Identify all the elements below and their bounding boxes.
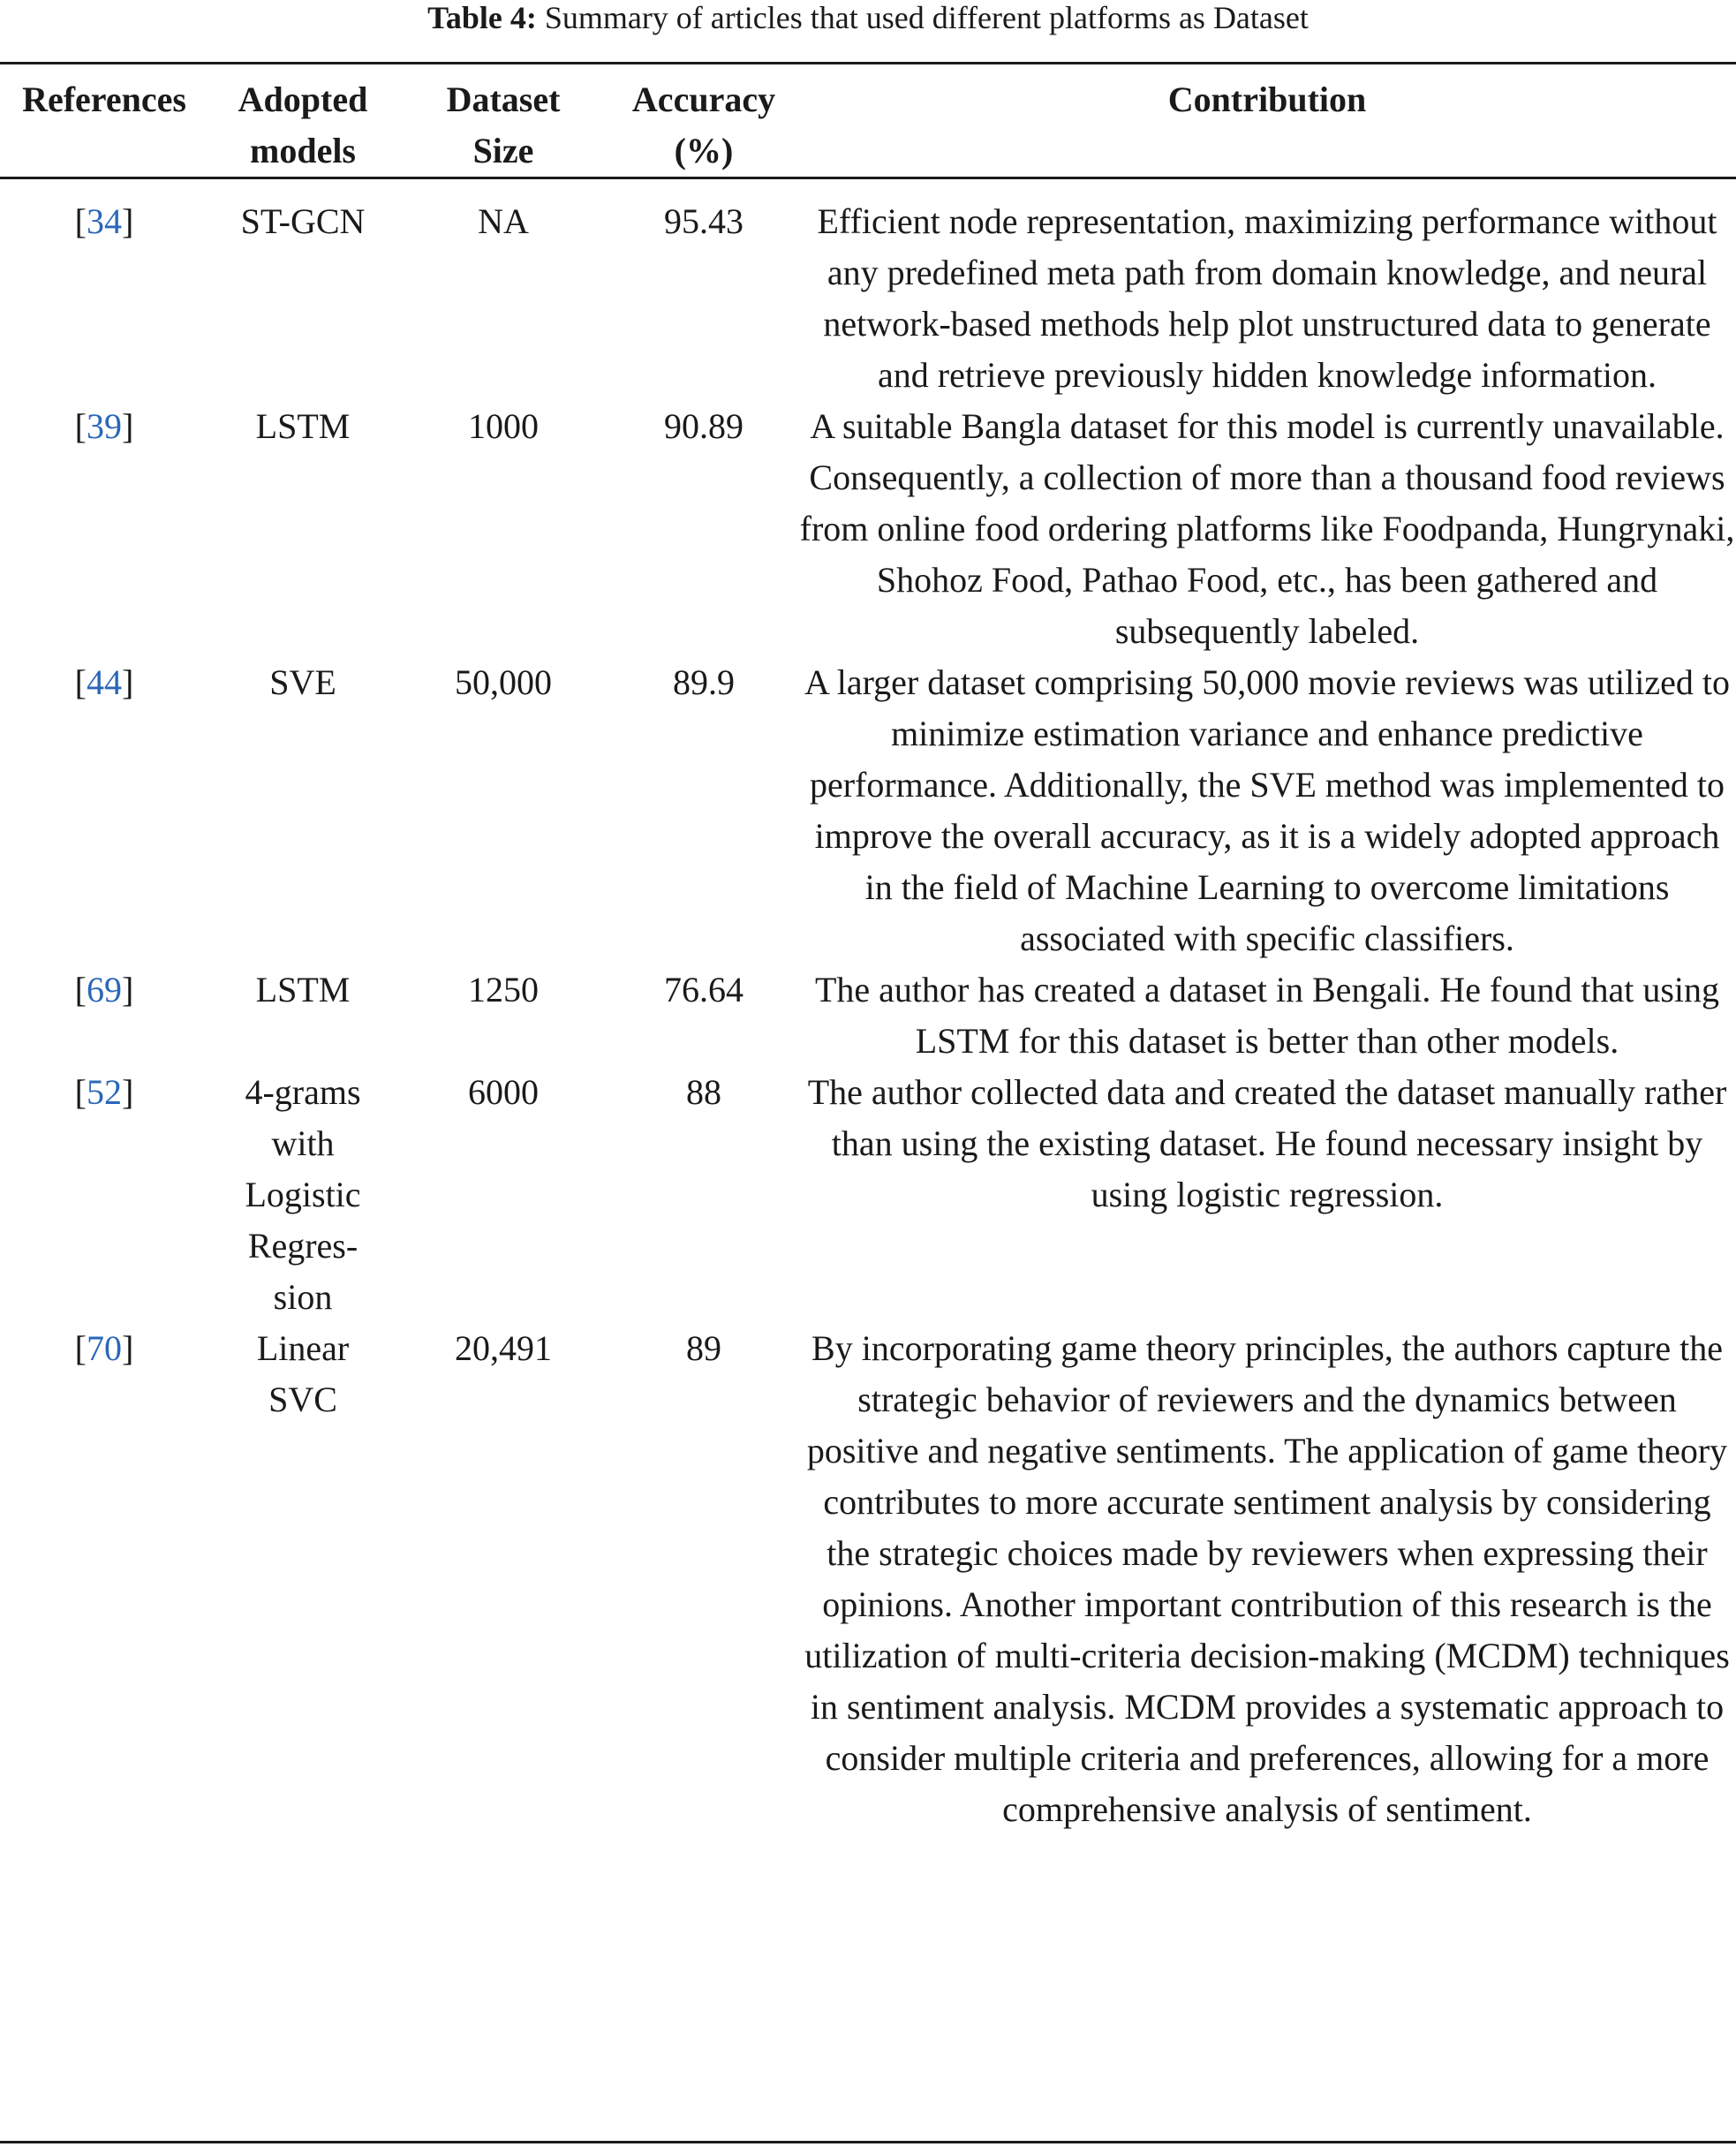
size-cell: 1250 [468, 970, 539, 1009]
accuracy-cell: 89.9 [673, 662, 735, 702]
accuracy-cell: 88 [686, 1072, 721, 1112]
contribution-cell: A suitable Bangla dataset for this model is currently unavailable. Consequently, a collection of more than a thousand food reviews from online food ordering platforms like Foodpanda, Hungrynaki, Shohoz Food, Pathao Food, etc., has been gathered and subsequently labeled. [799, 406, 1735, 651]
model-cell: Linear SVC [256, 1328, 350, 1419]
table-caption [0, 0, 1736, 35]
model-cell: 4-grams with Logistic Regres-sion [245, 1072, 361, 1317]
citation-link[interactable]: 44 [87, 662, 122, 702]
size-cell: 50,000 [455, 662, 552, 702]
header-contribution: Contribution [1167, 79, 1367, 119]
table-row [0, 657, 1736, 964]
contribution-cell: The author collected data and created the dataset manually rather than using the existing dataset. He found necessary insight by using logistic regression. [807, 1072, 1727, 1214]
caption-label: Table 4: [427, 0, 537, 35]
table-row [0, 1067, 1736, 1323]
header-adopted-models: Adopted models [238, 79, 368, 170]
ref-cell: [69] [74, 970, 134, 1009]
model-cell: SVE [269, 662, 336, 702]
accuracy-cell: 90.89 [664, 406, 743, 446]
table-row [0, 401, 1736, 657]
citation-link[interactable]: 69 [87, 970, 122, 1009]
model-cell: ST-GCN [240, 201, 366, 241]
caption-text: Summary of articles that used different platforms as Dataset [536, 0, 1309, 35]
ref-cell: [70] [74, 1328, 134, 1368]
size-cell: NA [478, 201, 529, 241]
size-cell: 1000 [468, 406, 539, 446]
summary-table [0, 62, 1736, 1835]
model-cell: LSTM [255, 970, 351, 1009]
citation-link[interactable]: 34 [87, 201, 122, 241]
header-dataset-size: Dataset Size [446, 79, 561, 170]
contribution-cell: By incorporating game theory principles, the authors capture the strategic behavior of reviewers and the dynamics between positive and negative sentiments. The application of game theory contributes to more accurate sentiment analysis by considering the strategic choices made by reviewers when expressing their opinions. Another important contribution of this research is the utilization of multi-criteria decision-making (MCDM) techniques in sentiment analysis. MCDM provides a systematic approach to consider multiple criteria and preferences, allowing for a more comprehensive analysis of sentiment. [804, 1328, 1730, 1829]
header-accuracy: Accuracy (%) [631, 79, 776, 170]
model-cell: LSTM [255, 406, 351, 446]
size-cell: 6000 [468, 1072, 539, 1112]
citation-link[interactable]: 52 [87, 1072, 122, 1112]
ref-cell: [44] [74, 662, 134, 702]
ref-cell: [34] [74, 201, 134, 241]
table-row [0, 964, 1736, 1067]
ref-cell: [39] [74, 406, 134, 446]
contribution-cell: Efficient node representation, maximizing performance without any predefined meta path from domain knowledge, and neural network-based methods help plot unstructured data to generate and retrieve previously hidden knowledge information. [817, 201, 1717, 395]
accuracy-cell: 89 [686, 1328, 721, 1368]
table-row [0, 185, 1736, 401]
ref-cell: [52] [74, 1072, 134, 1112]
contribution-cell: A larger dataset comprising 50,000 movie reviews was utilized to minimize estimation variance and enhance predictive performance. Additionally, the SVE method was implemented to improve the overall accuracy, as it is a widely adopted approach in the field of Machine Learning to overcome limitations associated with specific classifiers. [804, 662, 1730, 958]
accuracy-cell: 95.43 [664, 201, 743, 241]
contribution-cell: The author has created a dataset in Bengali. He found that using LSTM for this dataset is better than other models. [814, 970, 1720, 1061]
header-references: References [22, 79, 186, 119]
citation-link[interactable]: 39 [87, 406, 122, 446]
citation-link[interactable]: 70 [87, 1328, 122, 1368]
size-cell: 20,491 [455, 1328, 552, 1368]
header-row [0, 62, 1736, 185]
table-row [0, 1323, 1736, 1835]
accuracy-cell: 76.64 [664, 970, 743, 1009]
bottom-rule [0, 2141, 1736, 2143]
